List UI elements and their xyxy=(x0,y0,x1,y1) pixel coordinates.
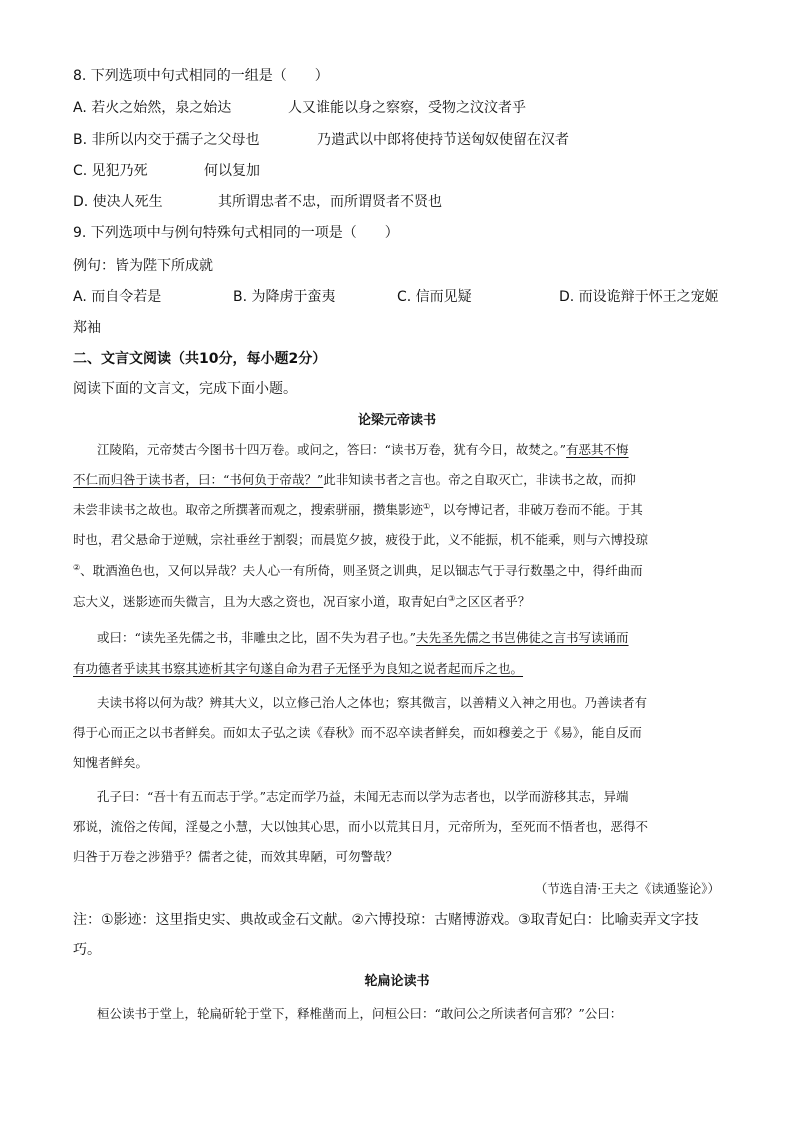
p2-line-1-text: 或曰：“读先圣先儒之书，非雕虫之比，固不失为君子也。” xyxy=(97,630,417,645)
p4-line-3: 归咎于万卷之涉猎乎？儒者之徒，而效其卑陋，可勿警哉？ xyxy=(73,849,399,864)
q8-stem: 8. 下列选项中句式相同的一组是（ ） xyxy=(73,68,329,84)
p3-line-1: 夫读书将以何为哉？辨其大义，以立修己治人之体也；察其微言，以善精义入神之用也。乃善读者有 xyxy=(97,695,648,710)
passage1-source: （节选自清·王夫之《读通鉴论》） xyxy=(534,881,720,896)
p1-line-6-cont: 之区区者乎？ xyxy=(455,594,531,609)
p3-line-3: 知愧者鲜矣。 xyxy=(73,755,149,770)
q8-option-d-pair: 其所谓忠者不忠，而所谓贤者不贤也 xyxy=(218,194,442,210)
q9-stem: 9. 下列选项中与例句特殊句式相同的一项是（ ） xyxy=(73,225,399,241)
passage2-title: 轮扁论读书 xyxy=(364,974,430,989)
p1-line-3 xyxy=(73,500,643,520)
q8-option-a-pair: 人又谁能以身之察察，受物之汶汶者乎 xyxy=(288,100,526,116)
p1-line-2-text: 此非知读书者之言也。帝之自取灭亡，非读书之故，而抑 xyxy=(323,472,636,487)
p1-line-6-text: 忘大义，迷影迹而失微言，且为大惑之资也，况百家小道，取青妃白 xyxy=(73,594,449,609)
p1-line-3-cont: ，以夸博记者，非破万卷而不能。于其 xyxy=(430,502,643,517)
note-ref-1: ① xyxy=(423,501,431,511)
p4-line-1: 孔子曰：“吾十有五而志于学。”志定而学乃益，未闻无志而以学为志者也，以学而游移其志，异端 xyxy=(97,789,629,804)
notes-line-2: 巧。 xyxy=(73,942,101,958)
p1-line-4: 时也，君父悬命于逆贼，宗社垂丝于割裂；而晨览夕披，疲役于此，义不能振，机不能乘，则与六博投琼 xyxy=(73,532,649,547)
p2-line-1 xyxy=(97,628,629,648)
p2-underline-1: 夫先圣先儒之书岂佛徒之言书写读诵而 xyxy=(416,630,629,645)
notes-line-1: 注：①影迹：这里指史实、典故或金石文献。②六博投琼：古赌博游戏。③取青妃白：比喻卖弄文字技 xyxy=(73,912,699,928)
note-ref-3: ③ xyxy=(448,593,456,603)
q9-option-d: D. 而设诡辩于怀王之宠姬 xyxy=(559,289,719,305)
q9-option-c: C. 信而见疑 xyxy=(397,289,472,305)
q9-example: 例句：皆为陛下所成就 xyxy=(73,258,213,274)
q8-option-d: D. 使决人死生 xyxy=(73,194,163,210)
q8-option-b-pair: 乃遣武以中郎将使持节送匈奴使留在汉者 xyxy=(317,132,569,148)
passage1-title: 论梁元帝读书 xyxy=(357,413,436,428)
p1-line-6 xyxy=(73,592,530,612)
q9-option-a: A. 而自令若是 xyxy=(73,289,162,305)
p2-line-2: 有功德者乎读其书察其迹析其字句遂自命为君子无怪乎为良知之说者起而斥之也。 xyxy=(73,661,524,676)
p1-line-5-text: 、耽酒渔色也，又何以异哉？夫人心一有所倚，则圣贤之训典，足以锢志气于寻行数墨之中，得纤曲而 xyxy=(80,563,643,578)
note-ref-2: ② xyxy=(73,562,81,572)
p1-line-2 xyxy=(73,470,636,490)
p1-underline-1: 有恶其不悔 xyxy=(566,442,629,457)
passage2-line-1: 桓公读书于堂上，轮扁斫轮于堂下，释椎凿而上，问桓公曰：“敢问公之所读者何言邪？”公曰： xyxy=(97,1006,623,1021)
q8-option-b: B. 非所以内交于孺子之父母也 xyxy=(73,132,260,148)
q8-option-c-pair: 何以复加 xyxy=(204,163,260,179)
p1-line-5 xyxy=(73,561,643,581)
q9-option-b: B. 为降虏于蛮夷 xyxy=(233,289,336,305)
q9-option-d-wrap: 郑袖 xyxy=(73,320,101,336)
q8-option-c: C. 见犯乃死 xyxy=(73,163,148,179)
p1-line-1-text: 江陵陷，元帝焚古今图书十四万卷。或问之，答曰：“读书万卷，犹有今日，故焚之。” xyxy=(97,442,567,457)
section-heading: 二、文言文阅读（共10分，每小题2分） xyxy=(73,351,327,367)
p1-underline-2: 不仁而归咎于读书者，曰：“书何负于帝哉？” xyxy=(73,472,324,487)
q8-option-a: A. 若火之始然，泉之始达 xyxy=(73,100,232,116)
p3-line-2: 得于心而正之以书者鲜矣。而如太子弘之读《春秋》而不忍卒读者鲜矣，而如穆姜之于《易》，能自反而 xyxy=(73,725,642,740)
p1-line-3-text: 未尝非读书之故也。取帝之所撰著而观之，搜索骈丽，攒集影迹 xyxy=(73,502,424,517)
p4-line-2: 邪说，流俗之传闻，淫曼之小慧，大以蚀其心思，而小以荒其日月，元帝所为，至死而不悟者也，恶得不 xyxy=(73,819,649,834)
section-instruction: 阅读下面的文言文，完成下面小题。 xyxy=(73,381,297,397)
p1-line-1 xyxy=(97,440,629,460)
